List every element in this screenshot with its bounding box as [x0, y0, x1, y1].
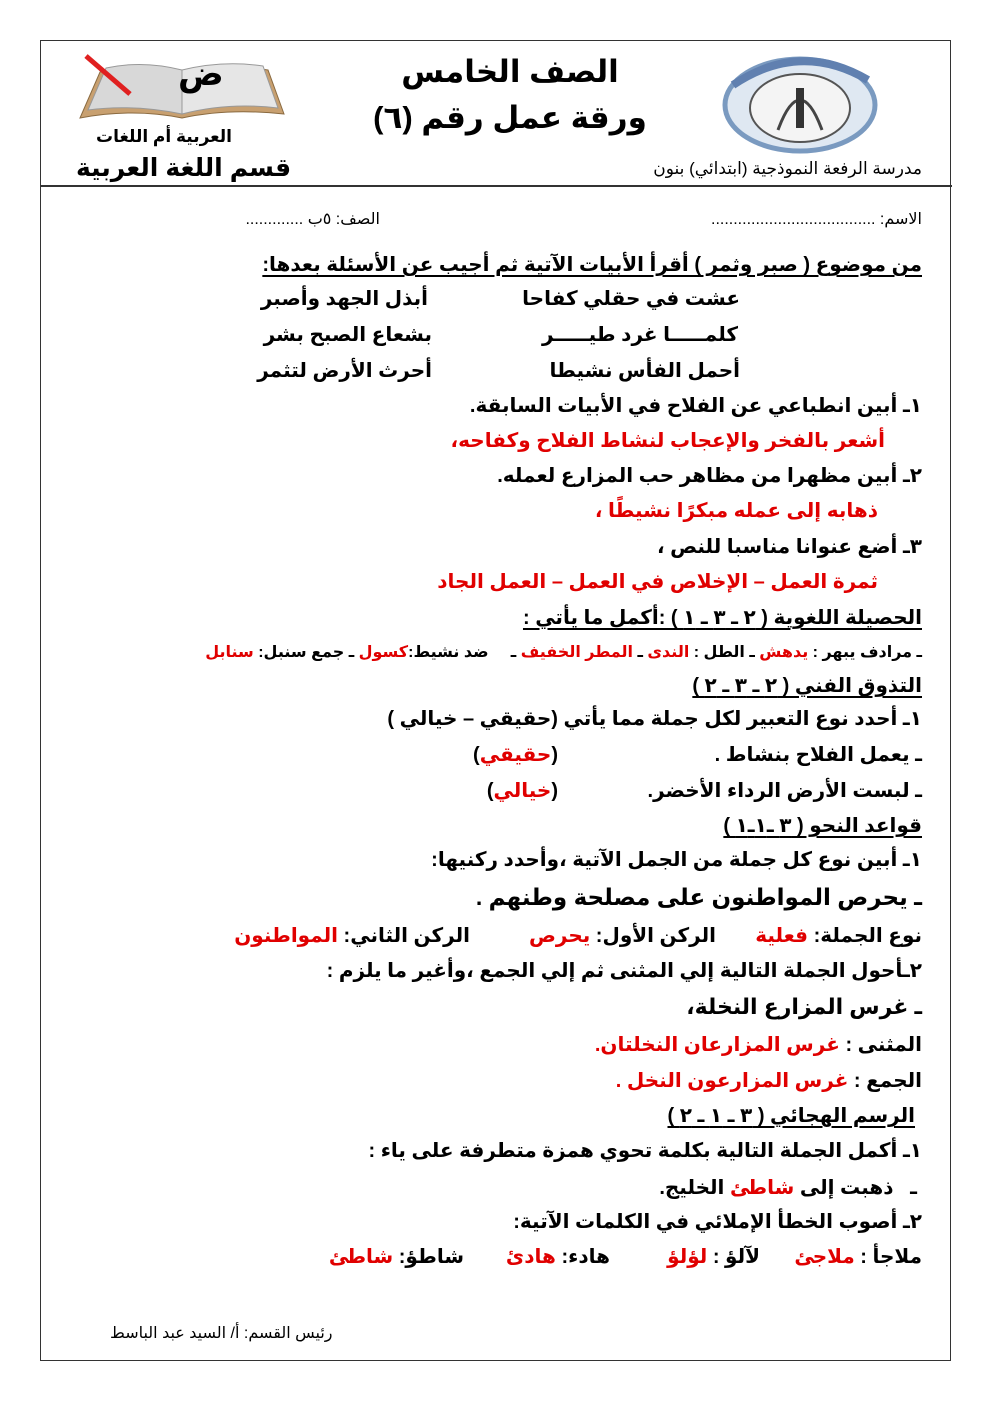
- vocab-text: ـ جمع سنبل:: [253, 644, 359, 661]
- first-pillar: [529, 923, 716, 949]
- vocab-answer: سنابل: [205, 644, 254, 661]
- answer-text: فعلية: [755, 925, 809, 947]
- school-name: مدرسة الرفعة النموذجية (ابتدائي) بنون: [653, 159, 922, 178]
- label: الركن الثاني:: [338, 925, 470, 947]
- sentence-type: [755, 923, 922, 949]
- word-correction-4: [329, 1244, 464, 1270]
- verse-3-second: أحرث الأرض لتثمر: [257, 360, 432, 382]
- motto: العربية أم اللغات: [96, 127, 232, 146]
- wrong-word: ملاجأ :: [854, 1246, 922, 1268]
- verse-1-first: عشت في حقلي كفاحا: [522, 288, 740, 310]
- label: الجمع :: [848, 1070, 922, 1092]
- taste-item-1: ـ يعمل الفلاح بنشاط .: [714, 744, 922, 766]
- answer-3: ثمرة العمل – الإخلاص في العمل – العمل الجاد: [437, 571, 878, 593]
- spelling-q2: ٢ـ أصوب الخطأ الإملائي في الكلمات الآتية:: [513, 1211, 922, 1233]
- spelling-heading: الرسم الهجائي ( ٣ ـ ١ ـ ٢ ): [667, 1105, 915, 1127]
- word-correction-3: [506, 1244, 610, 1270]
- dual-line: [595, 1032, 922, 1058]
- label: المثنى :: [839, 1034, 922, 1056]
- answer-text: غرس المزارعان النخلتان.: [594, 1034, 840, 1056]
- question-1: ١ـ أبين انطباعي عن الفلاح في الأبيات السابقة.: [469, 395, 922, 417]
- grammar-heading: قواعد النحو ( ٣ ـ١ـ١ ): [723, 815, 922, 837]
- taste-heading: التذوق الفني ( ٢ ـ ٣ ـ ٢ ): [692, 675, 922, 697]
- vocab-text: ـ: [633, 644, 648, 661]
- answer-2: ذهابه إلى عمله مبكرًا نشيطًا ،: [594, 500, 878, 522]
- student-name-field[interactable]: الاسم: .....................................: [711, 211, 922, 228]
- label: نوع الجملة:: [808, 925, 922, 947]
- answer-text: خيالي: [493, 780, 552, 802]
- answer-text: غرس المزارعون النخل .: [615, 1070, 849, 1092]
- grammar-q2: ٢ـأحول الجملة التالية إلي المثنى ثم إلي الجمع ،وأغير ما يلزم :: [326, 960, 922, 982]
- vocab-answer: المطر الخفيف: [520, 644, 634, 661]
- taste-item-2: ـ لبست الأرض الرداء الأخضر.: [647, 780, 922, 802]
- text: الخليج.: [659, 1177, 730, 1199]
- vocab-line: [205, 640, 922, 666]
- reading-heading: من موضوع ( صبر وثمر ) أقرأ الأبيات الآتية ثم أجيب عن الأسئلة بعدها:: [262, 254, 922, 276]
- vocab-answer: يدهش: [759, 644, 809, 661]
- plural-line: [616, 1068, 922, 1094]
- wrong-word: هادء:: [555, 1246, 610, 1268]
- vocab-text: ـ ضد نشيط:: [408, 644, 521, 661]
- grammar-q2-sentence: ـ غرس المزارع النخلة،: [686, 994, 922, 1019]
- answer-text: هادئ: [505, 1246, 556, 1268]
- question-2: ٢ـ أبين مظهرا من مظاهر حب المزارع لعمله.: [497, 465, 922, 487]
- taste-question: ١ـ أحدد نوع التعبير لكل جملة مما يأتي (حقيقي – خيالي ): [387, 708, 922, 730]
- wrong-word: شاطؤ:: [393, 1246, 464, 1268]
- word-correction-2: [667, 1244, 760, 1270]
- verse-2-second: بشعاع الصبح بشر: [263, 324, 432, 346]
- wrong-word: لآلؤ :: [707, 1246, 760, 1268]
- answer-text: يحرص: [528, 925, 591, 947]
- answer-text: شاطئ: [729, 1177, 795, 1199]
- book-letter: ض: [178, 55, 224, 93]
- grade-title: الصف الخامس: [401, 54, 619, 89]
- worksheet-title: ورقة عمل رقم (٦): [373, 100, 647, 135]
- verse-3-first: أحمل الفأس نشيطا: [549, 360, 740, 382]
- vocab-answer: كسول: [358, 644, 409, 661]
- label: الركن الأول:: [590, 925, 716, 947]
- vocab-text: ـ مرادف يبهر :: [808, 644, 922, 661]
- department: قسم اللغة العربية: [76, 154, 292, 182]
- vocab-heading: الحصيلة اللغوية ( ٢ ـ ٣ ـ ١ ) :أكمل ما يأتي :: [522, 607, 922, 629]
- answer-text: ملاجئ: [794, 1246, 855, 1268]
- verse-2-first: كلمـــــا غرد طيـــــر: [542, 324, 738, 346]
- vocab-text: ـ الطل :: [689, 644, 760, 661]
- answer-1: أشعر بالفخر والإعجاب لنشاط الفلاح وكفاحه،: [450, 430, 885, 452]
- taste-answer-2: (خيالي): [486, 780, 558, 802]
- answer-text: المواطنون: [234, 925, 338, 947]
- department-head: رئيس القسم: أ/ السيد عبد الباسط: [110, 1325, 333, 1342]
- answer-text: شاطئ: [328, 1246, 394, 1268]
- text: ـ ذهبت إلى: [794, 1177, 917, 1199]
- grammar-sentence: ـ يحرص المواطنون على مصلحة وطنهم .: [475, 884, 922, 910]
- student-class-field[interactable]: الصف: ٥ب .............: [245, 211, 380, 228]
- grammar-q1: ١ـ أبين نوع كل جملة من الجمل الآتية ،وأحدد ركنيها:: [431, 849, 922, 871]
- header-divider: [40, 185, 952, 187]
- second-pillar: [234, 923, 470, 949]
- spelling-q1: ١ـ أكمل الجملة التالية بكلمة تحوي همزة متطرفة على ياء :: [368, 1140, 922, 1162]
- answer-text: لؤلؤ: [667, 1246, 708, 1268]
- verse-1-second: أبذل الجهد وأصبر: [260, 288, 428, 310]
- answer-text: حقيقي: [479, 744, 552, 766]
- taste-answer-1: (حقيقي): [473, 744, 558, 766]
- word-correction-1: [794, 1244, 922, 1270]
- spelling-sentence: [659, 1175, 917, 1201]
- question-3: ٣ـ أضع عنوانا مناسبا للنص ،: [656, 536, 922, 558]
- vocab-answer: الندى: [647, 644, 690, 661]
